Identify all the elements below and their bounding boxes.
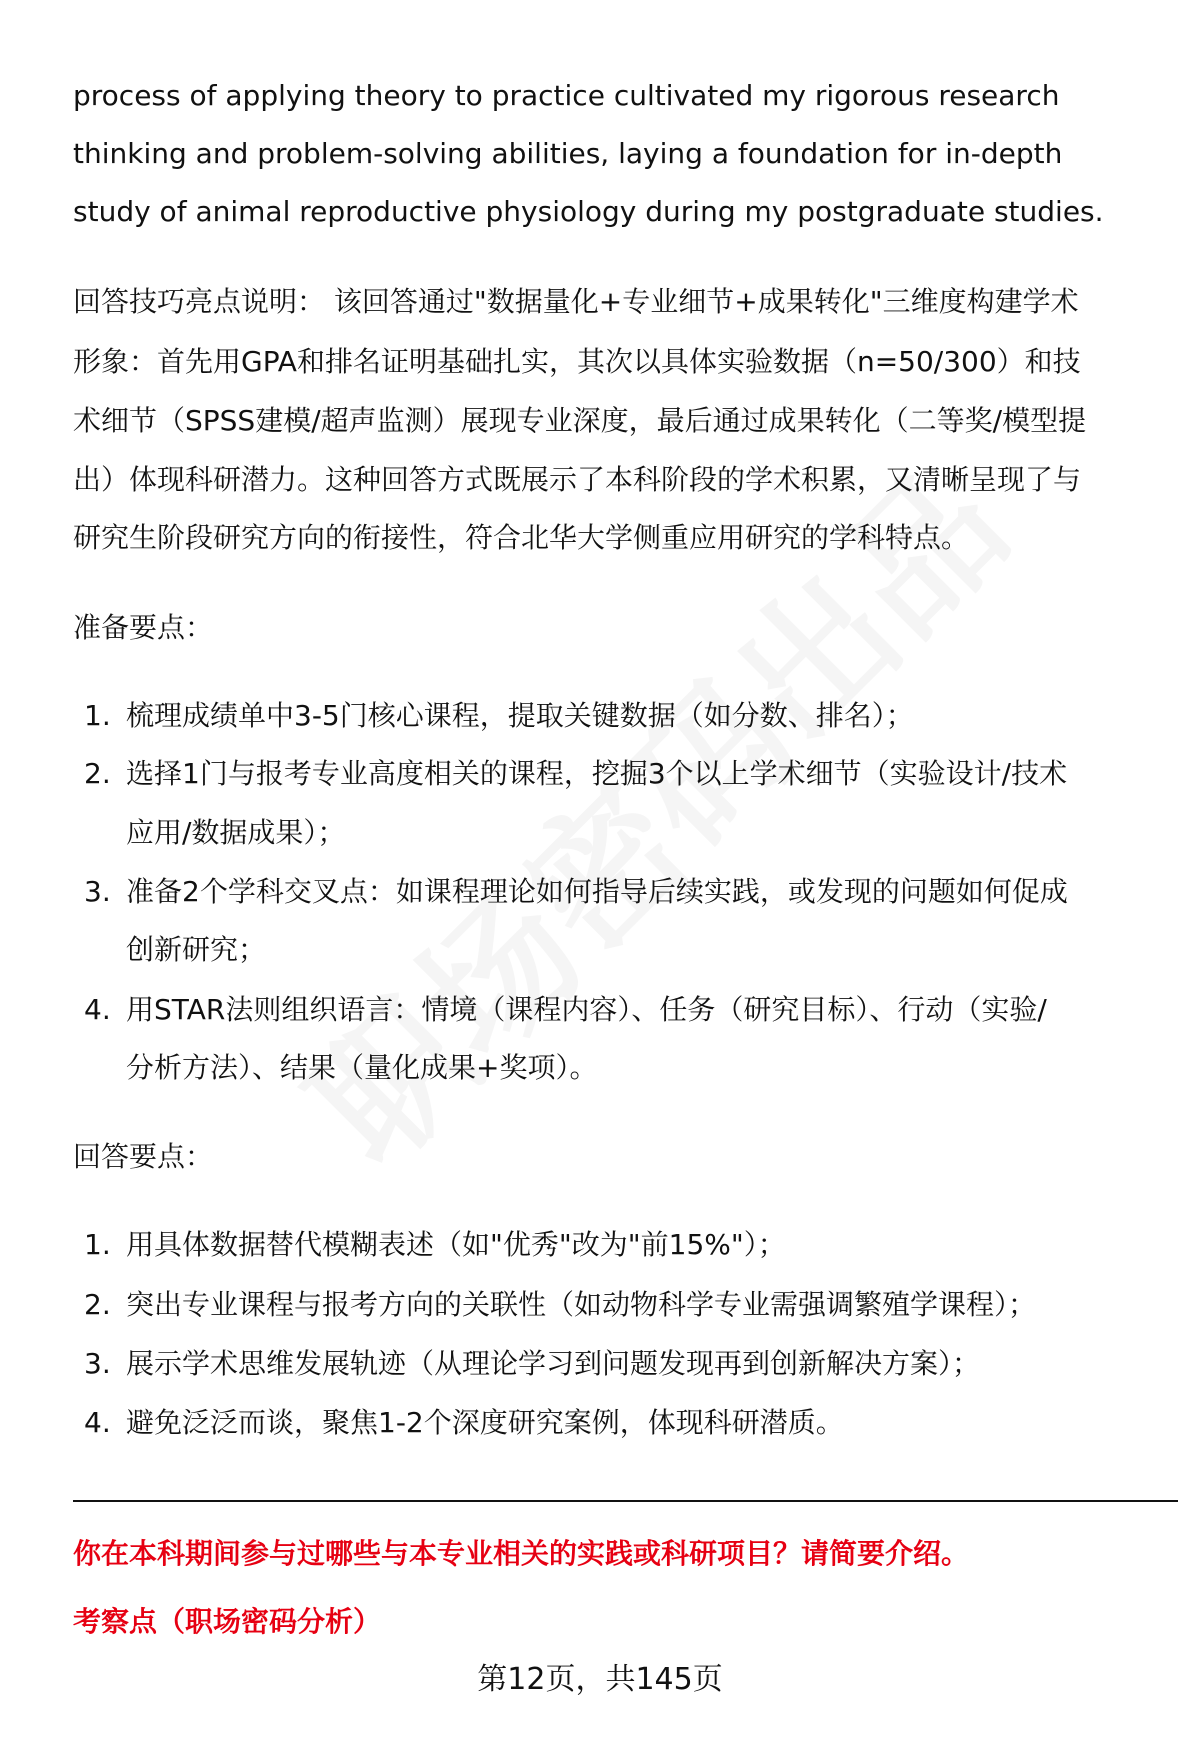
highlight-line: 回答技巧亮点说明： 该回答通过"数据量化+专业细节+成果转化"三维度构建学术 <box>73 285 1079 318</box>
highlight-line: 出）体现科研潜力。这种回答方式既展示了本科阶段的学术积累，又清晰呈现了与 <box>73 463 1082 496</box>
next-question-subtitle: 考察点（职场密码分析） <box>73 1605 382 1638</box>
highlight-line: 形象：首先用GPA和排名证明基础扎实，其次以具体实验数据（n=50/300）和技 <box>73 345 1081 378</box>
list-item: 梳理成绩单中3-5门核心课程，提取关键数据（如分数、排名）； <box>126 699 914 732</box>
list-item: 展示学术思维发展轨迹（从理论学习到问题发现再到创新解决方案）； <box>126 1347 981 1380</box>
list-item: 分析方法）、结果（量化成果+奖项）。 <box>126 1051 598 1084</box>
highlight-line: 术细节（SPSS建模/超声监测）展现专业深度，最后通过成果转化（二等奖/模型提 <box>73 404 1087 437</box>
list-number: 3. <box>84 1347 111 1380</box>
list-number: 4. <box>84 1406 111 1439</box>
list-item: 准备2个学科交叉点：如课程理论如何指导后续实践，或发现的问题如何促成 <box>126 875 1068 908</box>
list-item: 创新研究； <box>126 933 267 966</box>
list-item: 突出专业课程与报考方向的关联性（如动物科学专业需强调繁殖学课程）； <box>126 1288 1037 1321</box>
list-number: 1. <box>84 699 111 732</box>
list-item: 用具体数据替代模糊表述（如"优秀"改为"前15%"）； <box>126 1228 786 1261</box>
intro-line: study of animal reproductive physiology during my postgraduate studies. <box>73 195 1104 228</box>
list-number: 2. <box>84 1288 111 1321</box>
list-number: 3. <box>84 875 111 908</box>
next-question-heading: 你在本科期间参与过哪些与本专业相关的实践或科研项目？请简要介绍。 <box>73 1537 970 1570</box>
prep-title: 准备要点： <box>73 611 214 644</box>
list-item: 用STAR法则组织语言：情境（课程内容）、任务（研究目标）、行动（实验/ <box>126 993 1047 1026</box>
list-number: 2. <box>84 757 111 790</box>
intro-line: thinking and problem-solving abilities, laying a foundation for in-depth <box>73 137 1063 170</box>
highlight-line: 研究生阶段研究方向的衔接性，符合北华大学侧重应用研究的学科特点。 <box>73 521 970 554</box>
list-item: 应用/数据成果）； <box>126 816 346 849</box>
list-item: 选择1门与报考专业高度相关的课程，挖掘3个以上学术细节（实验设计/技术 <box>126 757 1068 790</box>
intro-line: process of applying theory to practice cultivated my rigorous research <box>73 79 1060 112</box>
list-number: 4. <box>84 993 111 1026</box>
list-item: 避免泛泛而谈，聚焦1-2个深度研究案例，体现科研潜质。 <box>126 1406 844 1439</box>
list-number: 1. <box>84 1228 111 1261</box>
page-number: 第12页，共145页 <box>477 1662 723 1697</box>
divider <box>73 1500 1178 1502</box>
answer-title: 回答要点： <box>73 1140 214 1173</box>
